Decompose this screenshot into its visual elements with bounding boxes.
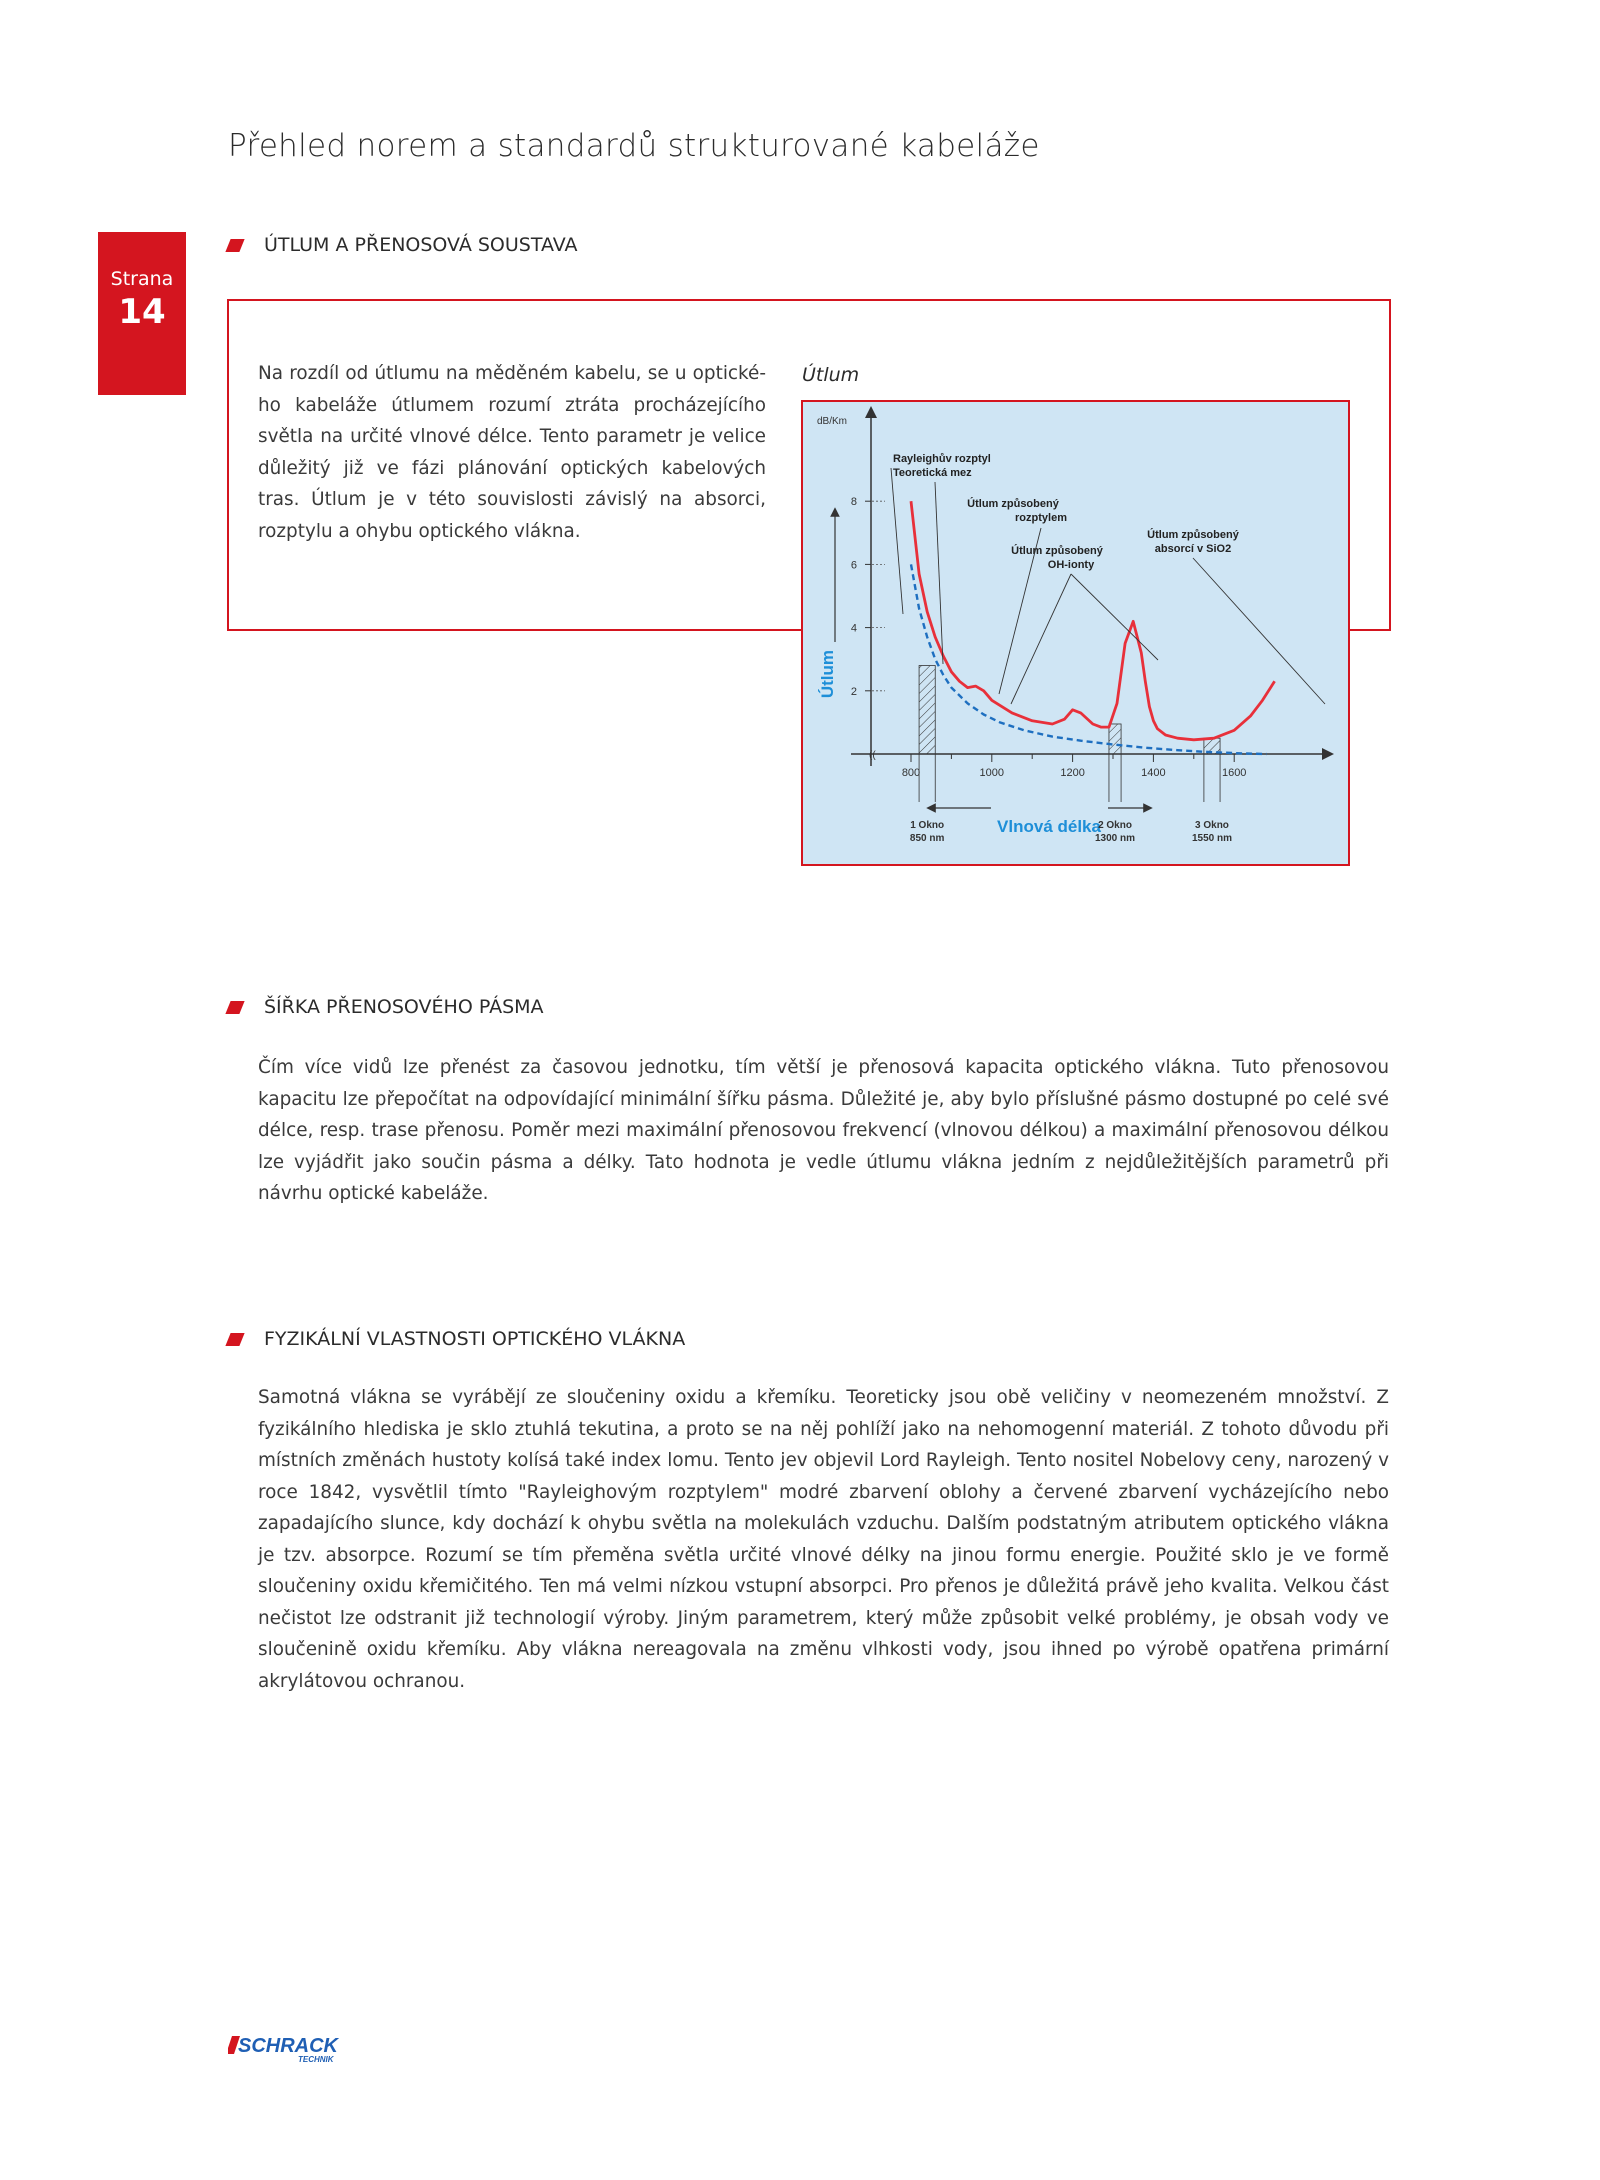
x-tick-label: 1200 bbox=[1060, 767, 1085, 779]
y-axis-unit: dB/Km bbox=[817, 416, 848, 427]
attenuation-chart-svg bbox=[803, 402, 1348, 864]
logo-text: SCHRACK bbox=[238, 2035, 338, 2057]
bullet-icon bbox=[225, 1001, 244, 1014]
annotation-leader-line bbox=[891, 468, 903, 614]
window-label: 1 Okno bbox=[910, 820, 945, 831]
y-tick-label: 4 bbox=[850, 622, 857, 635]
theoretical-limit-series bbox=[911, 564, 1267, 754]
logo-subtext: TECHNIK bbox=[298, 2055, 334, 2064]
chart-annotation: Útlum způsobený bbox=[1011, 545, 1103, 557]
chart-annotation: absorcí v SiO2 bbox=[1154, 543, 1232, 555]
section-heading-fyzikalni bbox=[228, 1328, 685, 1350]
section-paragraph-fyzikalni: Samotná vlákna se vyrábějí ze sloučeniny oxidu a křemíku. Teoreticky jsou obě veličiny v neomezeném množství. Z fyzikálního hlediska je sklo ztuhlá tekutina, a proto se na něj pohlíží jako na nehomogenní materiál. Z tohoto důvodu při místních změnách hustoty kolísá také index lomu. Tento jev objevil Lord Rayleigh. Tento nositel Nobelovy ceny, narozený v roce 1842, vysvětlil tímto "Rayleighovým rozptylem" modré zbarvení oblohy a červené zbarvení vycházejícího nebo zapadajícího slunce, kdy dochází k ohybu světla na molekulách vzduchu. Dalším podstatným atributem optického vlákna je tzv. absorpce. Rozumí se tím přeměna světla určité vlnové délky na jinou formu energie. Použité sklo je ve formě sloučeniny oxidu křemičitého. Ten má velmi nízkou vstupní absorpci. Pro přenos je důležitá právě jeho kvalita. Velkou část nečistot lze odstranit již technologií výroby. Jiným parametrem, který může způsobit velké problémy, je obsah vody ve sloučenině oxidu křemíku. Aby vlákna nereagovala na změnu vlhkosti vody, jsou ihned po výrobě opatřena primární akrylátovou ochranou. bbox=[258, 1387, 1389, 1692]
chart-annotation: Útlum způsobený bbox=[967, 498, 1059, 510]
bullet-icon bbox=[225, 239, 244, 252]
annotation-leader-line bbox=[1193, 558, 1325, 704]
attenuation-chart bbox=[801, 400, 1350, 866]
chart-annotation: Rayleighův rozptyl bbox=[893, 453, 991, 465]
y-tick-label: 6 bbox=[850, 559, 857, 572]
chart-annotation: Útlum způsobený bbox=[1147, 529, 1239, 541]
transmission-window-2 bbox=[1109, 724, 1121, 754]
page-number-tab bbox=[98, 232, 186, 395]
section-paragraph-utlum: Na rozdíl od útlumu na měděném kabelu, se u optické-ho kabeláže útlumem rozumí ztráta procházejícího světla na určité vlnové délce. Tento parametr je velice důležitý již ve fázi plánování optických kabelových tras. Útlum je v této souvislosti závislý na absorci, rozptylu a ohybu optického vlákna. bbox=[258, 363, 766, 542]
schrack-logo bbox=[228, 2032, 358, 2066]
section-heading-text: FYZIKÁLNÍ VLASTNOSTI OPTICKÉHO VLÁKNA bbox=[264, 1328, 686, 1350]
section-heading-text: ŠÍŘKA PŘENOSOVÉHO PÁSMA bbox=[264, 996, 544, 1018]
window-sublabel: 1550 nm bbox=[1191, 833, 1232, 844]
y-tick-label: 2 bbox=[850, 685, 857, 698]
x-tick-label: 1000 bbox=[979, 767, 1005, 779]
annotation-leader-line bbox=[1071, 574, 1158, 660]
chart-annotation: Teoretická mez bbox=[893, 467, 972, 479]
window-sublabel: 1300 nm bbox=[1095, 833, 1136, 844]
window-label: 3 Okno bbox=[1195, 820, 1229, 831]
x-tick-label: 1400 bbox=[1141, 767, 1166, 779]
chart-caption: Útlum bbox=[802, 364, 860, 386]
chart-annotation: OH-ionty bbox=[1047, 559, 1095, 571]
transmission-window-1 bbox=[919, 666, 935, 754]
section-paragraph-sirka: Čím více vidů lze přenést za časovou jednotku, tím větší je přenosová kapacita optického vlákna. Tuto přenosovou kapacitu lze přepočítat na odpovídající minimální šířku pásma. Důležité je, aby bylo příslušné pásmo dostupné po celé své délce, resp. trase přenosu. Poměr mezi maximální přenosovou frekvencí (vlnovou délkou) a maximální přenosovou délkou lze vyjádřit jako součin pásma a délky. Tato hodnota je vedle útlumu vlákna jedním z nejdůležitějších parametrů při návrhu optické kabeláže. bbox=[258, 1057, 1389, 1204]
section-heading-utlum bbox=[228, 234, 578, 256]
annotation-leader-line bbox=[1011, 574, 1071, 704]
chart-annotation: rozptylem bbox=[1015, 512, 1067, 524]
x-tick-label: 1600 bbox=[1221, 767, 1247, 779]
page-title: Přehled norem a standardů strukturované kabeláže bbox=[228, 128, 1040, 164]
window-label: 2 Okno bbox=[1098, 820, 1132, 831]
page-tab-label: Strana bbox=[110, 268, 174, 290]
bullet-icon bbox=[225, 1333, 244, 1346]
section-heading-text: ÚTLUM A PŘENOSOVÁ SOUSTAVA bbox=[264, 234, 578, 256]
window-sublabel: 850 nm bbox=[909, 833, 945, 844]
page-number: 14 bbox=[118, 292, 166, 332]
x-axis-label: Vlnová délka bbox=[997, 817, 1101, 836]
x-tick-label: 800 bbox=[901, 767, 921, 779]
axis-break-mark: (( bbox=[869, 750, 876, 761]
y-axis-label: Útlum bbox=[818, 650, 837, 699]
section-heading-sirka bbox=[228, 996, 544, 1018]
y-tick-label: 8 bbox=[850, 496, 857, 509]
